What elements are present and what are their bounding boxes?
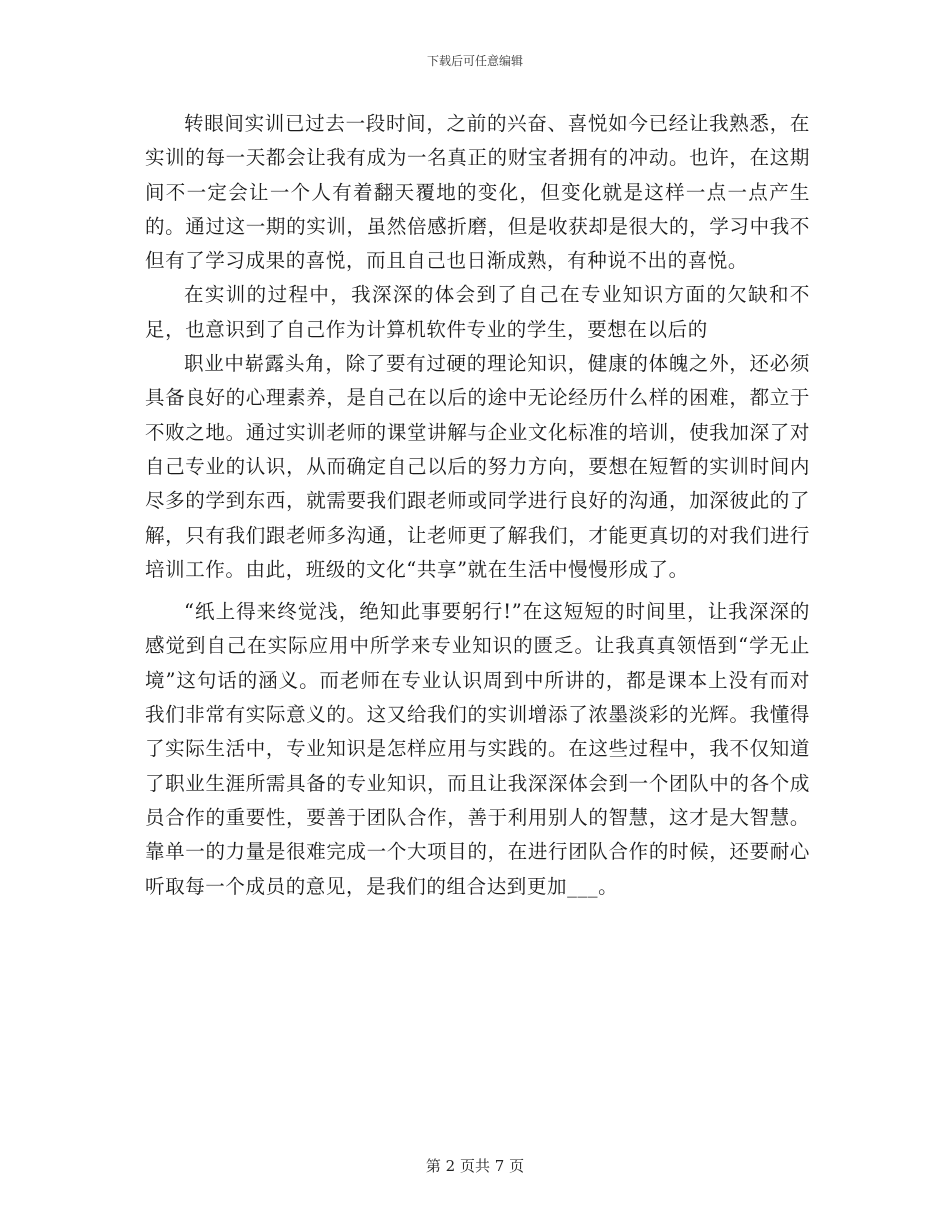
paragraph-1: 转眼间实训已过去一段时间，之前的兴奋、喜悦如今已经让我熟悉，在实训的每一天都会让我有成为一名真正的财宝者拥有的冲动。也许，在这期间不一定会让一个人有着翻天覆地的变化，但变化就是这样一点一点产生的。通过这一期的实训，虽然倍感折磨，但是收获却是很大的，学习中我不但有了学习成果的喜悦，而且自己也日渐成熟，有种说不出的喜悦。	[145, 112, 810, 273]
paragraph-4: “纸上得来终觉浅，绝知此事要躬行!”在这短短的时间里，让我深深的感觉到自己在实际应用中所学来专业知识的匮乏。让我真真领悟到“学无止境”这句话的涵义。而老师在专业认识周到中所讲的，都是课本上没有而对我们非常有实际意义的。这又给我们的实训增添了浓墨淡彩的光辉。我懂得了实际生活中，专业知识是怎样应用与实践的。在这些过程中，我不仅知道了职业生涯所需具备的专业知识，而且让我深深体会到一个团队中的各个成员合作的重要性，要善于团队合作，善于利用别人的智慧，这才是大智慧。靠单一的力量是很难完成一个大项目的，在进行团队合作的时候，还要耐心听取每一个成员的意见，是我们的组合达到更加___。	[145, 600, 810, 898]
document-body	[145, 107, 810, 904]
paragraph-3: 职业中崭露头角，除了要有过硬的理论知识，健康的体魄之外，还必须具备良好的心理素养，是自己在以后的途中无论经历什么样的困难，都立于不败之地。通过实训老师的课堂讲解与企业文化标准的培训，使我加深了对自己专业的认识，从而确定自己以后的努力方向，要想在短暂的实训时间内尽多的学到东西，就需要我们跟老师或同学进行良好的沟通，加深彼此的了解，只有我们跟老师多沟通，让老师更了解我们，才能更真切的对我们进行培训工作。由此，班级的文化“共享”就在生活中慢慢形成了。	[145, 352, 810, 581]
page-number-footer: 第 2 页共 7 页	[425, 1157, 525, 1175]
paragraph-2: 在实训的过程中，我深深的体会到了自己在专业知识方面的欠缺和不足，也意识到了自己作为计算机软件专业的学生，要想在以后的	[145, 283, 810, 341]
page-header: 下载后可任意编辑	[426, 54, 523, 68]
